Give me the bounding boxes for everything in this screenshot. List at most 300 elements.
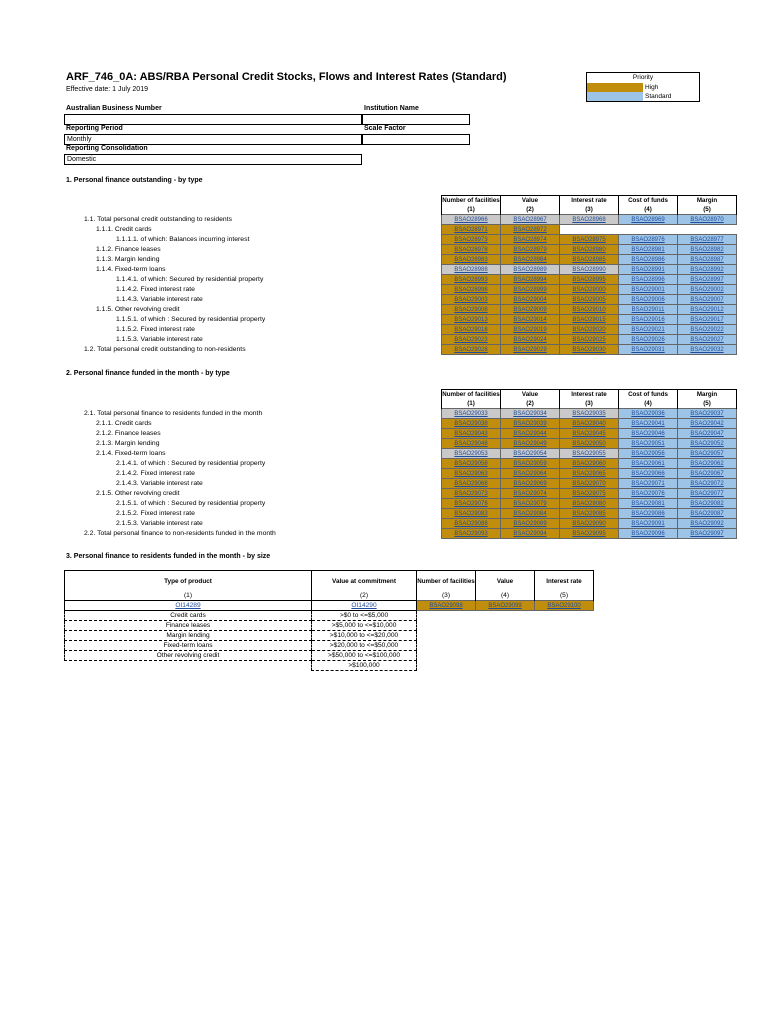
data-cell-link[interactable]: BSAO29058	[454, 460, 488, 467]
data-cell-link[interactable]: BSAO29062	[690, 460, 724, 467]
data-cell-link[interactable]: BSAO29009	[513, 306, 547, 313]
data-cell[interactable]	[501, 275, 560, 285]
data-cell-link[interactable]: BSAO28992	[690, 266, 724, 273]
data-cell[interactable]	[501, 305, 560, 315]
data-cell-link[interactable]: BSAO28966	[454, 216, 488, 223]
data-cell-link[interactable]: BSAO29002	[690, 286, 724, 293]
data-cell[interactable]	[560, 295, 619, 305]
data-cell[interactable]	[501, 499, 560, 509]
data-cell-link[interactable]: BSAO29063	[454, 470, 488, 477]
data-cell-link[interactable]: BSAO29060	[572, 460, 606, 467]
data-cell-link[interactable]: BSAO29081	[631, 500, 665, 507]
size-cell-nfac[interactable]	[417, 601, 476, 611]
data-cell[interactable]	[560, 305, 619, 315]
data-cell-link[interactable]: BSAO29079	[513, 500, 547, 507]
data-cell-link[interactable]: BSAO29072	[690, 480, 724, 487]
abn-field[interactable]	[64, 114, 362, 125]
data-cell[interactable]	[560, 529, 619, 539]
data-cell[interactable]	[442, 409, 501, 419]
data-cell[interactable]	[619, 469, 678, 479]
data-cell[interactable]	[678, 295, 737, 305]
data-cell-link[interactable]: BSAO29026	[631, 336, 665, 343]
data-cell-link[interactable]: BSAO29035	[572, 410, 606, 417]
data-cell[interactable]	[442, 325, 501, 335]
data-cell-link[interactable]: BSAO29005	[572, 296, 606, 303]
data-cell-link[interactable]: BSAO29040	[572, 420, 606, 427]
data-cell-link[interactable]: BSAO28989	[513, 266, 547, 273]
data-cell[interactable]	[619, 489, 678, 499]
data-cell-link[interactable]: BSAO29083	[454, 510, 488, 517]
data-cell[interactable]	[678, 449, 737, 459]
data-cell[interactable]	[678, 265, 737, 275]
section-2-col-header-1: Number of facilities	[442, 391, 500, 398]
data-cell[interactable]	[442, 295, 501, 305]
data-cell[interactable]	[501, 245, 560, 255]
data-cell-link[interactable]: BSAO28978	[454, 246, 488, 253]
data-cell-link[interactable]: BSAO29024	[513, 336, 547, 343]
data-cell-link[interactable]: BSAO29007	[690, 296, 724, 303]
data-cell[interactable]	[560, 429, 619, 439]
data-cell[interactable]	[560, 449, 619, 459]
data-cell-link[interactable]: BSAO29033	[454, 410, 488, 417]
size-cell-value-link[interactable]: BSAO29099	[488, 602, 522, 609]
data-cell[interactable]	[501, 439, 560, 449]
data-cell-link[interactable]: BSAO29025	[572, 336, 606, 343]
data-cell[interactable]	[619, 245, 678, 255]
data-cell[interactable]	[442, 479, 501, 489]
section-1-col-header-5: Margin	[678, 196, 737, 206]
data-cell-link[interactable]: BSAO28990	[572, 266, 606, 273]
data-cell-link[interactable]: BSAO28970	[690, 216, 724, 223]
data-cell-link[interactable]: BSAO28995	[572, 276, 606, 283]
data-cell[interactable]	[442, 509, 501, 519]
data-cell[interactable]	[678, 499, 737, 509]
data-cell[interactable]	[560, 315, 619, 325]
data-cell[interactable]	[560, 325, 619, 335]
data-cell[interactable]	[619, 459, 678, 469]
data-cell-link[interactable]: BSAO29001	[631, 286, 665, 293]
data-cell-link[interactable]: BSAO29090	[572, 520, 606, 527]
data-cell-link[interactable]: BSAO29073	[454, 490, 488, 497]
data-cell-link[interactable]: BSAO28968	[572, 216, 606, 223]
data-cell[interactable]	[442, 489, 501, 499]
data-cell[interactable]	[619, 419, 678, 429]
data-cell-link[interactable]: BSAO29013	[454, 316, 488, 323]
data-cell[interactable]	[501, 479, 560, 489]
scale-factor-field[interactable]	[362, 134, 470, 145]
col-num-2: (2)	[312, 591, 417, 601]
data-cell-link[interactable]: BSAO29012	[690, 306, 724, 313]
data-cell[interactable]	[560, 409, 619, 419]
data-cell-link[interactable]: BSAO29070	[572, 480, 606, 487]
data-cell[interactable]	[501, 489, 560, 499]
data-cell-link[interactable]: BSAO29010	[572, 306, 606, 313]
table-row	[66, 325, 737, 335]
data-cell-link[interactable]: BSAO29045	[572, 430, 606, 437]
data-cell-link[interactable]: BSAO29087	[690, 510, 724, 517]
data-cell-link[interactable]: BSAO29047	[690, 430, 724, 437]
data-cell[interactable]	[619, 265, 678, 275]
data-cell[interactable]	[442, 449, 501, 459]
data-cell-link[interactable]: BSAO28967	[513, 216, 547, 223]
data-cell-link[interactable]: BSAO29004	[513, 296, 547, 303]
data-cell[interactable]	[678, 235, 737, 245]
data-cell[interactable]	[619, 529, 678, 539]
scale-factor-label: Scale Factor	[364, 125, 406, 132]
data-cell-link[interactable]: BSAO28988	[454, 266, 488, 273]
col-num-5: (5)	[535, 591, 594, 601]
data-cell-link[interactable]: BSAO29096	[631, 530, 665, 537]
data-cell[interactable]	[501, 335, 560, 345]
data-cell[interactable]	[619, 335, 678, 345]
data-cell-link[interactable]: BSAO28984	[513, 256, 547, 263]
data-cell-link[interactable]: BSAO29017	[690, 316, 724, 323]
consolidation-label: Reporting Consolidation	[66, 145, 148, 152]
data-cell[interactable]	[678, 479, 737, 489]
data-cell[interactable]	[442, 315, 501, 325]
data-cell[interactable]	[619, 235, 678, 245]
data-cell[interactable]	[560, 489, 619, 499]
data-cell[interactable]	[442, 285, 501, 295]
section-1-col-number-5: (5)	[678, 205, 737, 215]
data-cell[interactable]	[501, 529, 560, 539]
data-cell[interactable]	[678, 305, 737, 315]
data-cell-link[interactable]: BSAO28999	[513, 286, 547, 293]
table-row	[66, 509, 737, 519]
product-type-option: Fixed-term loans	[65, 641, 312, 651]
data-cell-link[interactable]: BSAO29065	[572, 470, 606, 477]
data-cell-link[interactable]: BSAO28980	[572, 246, 606, 253]
data-cell-link[interactable]: BSAO29042	[690, 420, 724, 427]
data-cell-link[interactable]: BSAO29028	[454, 346, 488, 353]
data-cell[interactable]	[501, 409, 560, 419]
data-cell-link[interactable]: BSAO29022	[690, 326, 724, 333]
data-cell[interactable]	[678, 409, 737, 419]
standard-label: Standard	[645, 93, 672, 100]
data-cell[interactable]	[619, 325, 678, 335]
data-cell[interactable]	[560, 285, 619, 295]
data-cell[interactable]	[501, 429, 560, 439]
data-cell-link[interactable]: BSAO28974	[513, 236, 547, 243]
data-cell-link[interactable]: BSAO29092	[690, 520, 724, 527]
row-label: 2.1.5. Other revolving credit	[96, 490, 180, 497]
data-cell-link[interactable]: BSAO29094	[513, 530, 547, 537]
data-cell[interactable]	[560, 419, 619, 429]
data-cell[interactable]	[619, 429, 678, 439]
data-cell-link[interactable]: BSAO28997	[690, 276, 724, 283]
data-cell-link[interactable]: BSAO28971	[454, 226, 488, 233]
data-cell[interactable]	[619, 519, 678, 529]
data-cell-link[interactable]: BSAO29084	[513, 510, 547, 517]
data-cell[interactable]	[442, 265, 501, 275]
data-cell-link[interactable]: BSAO29078	[454, 500, 488, 507]
data-cell-link[interactable]: BSAO29034	[513, 410, 547, 417]
data-cell-link[interactable]: BSAO29032	[690, 346, 724, 353]
value-code-link[interactable]: OI14290	[351, 602, 377, 609]
size-cell-nfac-link[interactable]: BSAO29098	[429, 602, 463, 609]
consolidation-field[interactable]: Domestic	[64, 154, 362, 165]
data-cell-link[interactable]: BSAO29086	[631, 510, 665, 517]
data-cell-link[interactable]: BSAO29018	[454, 326, 488, 333]
data-cell-link[interactable]: BSAO29003	[454, 296, 488, 303]
data-cell[interactable]	[560, 255, 619, 265]
data-cell[interactable]	[501, 469, 560, 479]
data-cell[interactable]	[442, 235, 501, 245]
data-cell-link[interactable]: BSAO29015	[572, 316, 606, 323]
data-cell[interactable]	[619, 315, 678, 325]
data-cell[interactable]	[678, 335, 737, 345]
data-cell-link[interactable]: BSAO29061	[631, 460, 665, 467]
product-type-option: Finance leases	[65, 621, 312, 631]
data-cell-link[interactable]: BSAO28982	[690, 246, 724, 253]
data-cell[interactable]	[678, 439, 737, 449]
data-cell[interactable]	[442, 529, 501, 539]
data-cell[interactable]	[560, 265, 619, 275]
data-cell[interactable]	[560, 345, 619, 355]
data-cell-link[interactable]: BSAO29064	[513, 470, 547, 477]
data-cell[interactable]	[560, 335, 619, 345]
data-cell[interactable]	[442, 225, 501, 235]
data-cell[interactable]	[678, 325, 737, 335]
data-cell-link[interactable]: BSAO28996	[631, 276, 665, 283]
type-code-link[interactable]: OI14289	[175, 602, 201, 609]
data-cell[interactable]	[560, 479, 619, 489]
data-cell-link[interactable]: BSAO29051	[631, 440, 665, 447]
data-cell-link[interactable]: BSAO29019	[513, 326, 547, 333]
data-cell-link[interactable]: BSAO29039	[513, 420, 547, 427]
reporting-period-label: Reporting Period	[66, 125, 123, 132]
data-cell[interactable]	[619, 449, 678, 459]
data-cell-link[interactable]: BSAO29074	[513, 490, 547, 497]
data-cell-link[interactable]: BSAO29036	[631, 410, 665, 417]
size-cell-rate[interactable]	[535, 601, 594, 611]
row-label: 1.1.2. Finance leases	[96, 246, 161, 253]
data-cell[interactable]	[560, 469, 619, 479]
data-cell-link[interactable]: BSAO29055	[572, 450, 606, 457]
data-cell[interactable]	[619, 499, 678, 509]
data-cell[interactable]	[678, 285, 737, 295]
data-cell-link[interactable]: BSAO29068	[454, 480, 488, 487]
data-cell-link[interactable]: BSAO29020	[572, 326, 606, 333]
reporting-period-field[interactable]: Monthly	[64, 134, 362, 145]
data-cell-link[interactable]: BSAO29046	[631, 430, 665, 437]
data-cell-link[interactable]: BSAO28979	[513, 246, 547, 253]
data-cell[interactable]	[501, 295, 560, 305]
data-cell[interactable]	[678, 529, 737, 539]
data-cell[interactable]	[501, 419, 560, 429]
data-cell[interactable]	[678, 469, 737, 479]
table-row	[66, 305, 737, 315]
data-cell[interactable]	[619, 345, 678, 355]
data-cell-link[interactable]: BSAO28969	[631, 216, 665, 223]
data-cell-link[interactable]: BSAO29066	[631, 470, 665, 477]
data-cell-link[interactable]: BSAO29043	[454, 430, 488, 437]
row-label: 2.1.4.1. of which : Secured by residential property	[116, 460, 266, 467]
data-cell[interactable]	[678, 459, 737, 469]
data-cell-link[interactable]: BSAO29067	[690, 470, 724, 477]
data-cell-link[interactable]: BSAO29059	[513, 460, 547, 467]
data-cell-link[interactable]: BSAO29085	[572, 510, 606, 517]
data-cell-link[interactable]: BSAO29037	[690, 410, 724, 417]
data-cell-link[interactable]: BSAO29030	[572, 346, 606, 353]
data-cell[interactable]	[678, 315, 737, 325]
data-cell[interactable]	[442, 469, 501, 479]
data-cell-link[interactable]: BSAO29080	[572, 500, 606, 507]
data-cell-link[interactable]: BSAO29057	[690, 450, 724, 457]
data-cell[interactable]	[678, 429, 737, 439]
data-cell-link[interactable]: BSAO29000	[572, 286, 606, 293]
data-cell-link[interactable]: BSAO29075	[572, 490, 606, 497]
data-cell[interactable]	[619, 285, 678, 295]
data-cell[interactable]	[560, 235, 619, 245]
data-cell[interactable]	[501, 255, 560, 265]
data-cell-link[interactable]: BSAO28993	[454, 276, 488, 283]
data-cell[interactable]	[442, 345, 501, 355]
data-cell-link[interactable]: BSAO28994	[513, 276, 547, 283]
data-cell[interactable]	[678, 215, 737, 225]
data-cell[interactable]	[619, 215, 678, 225]
data-cell-link[interactable]: BSAO28998	[454, 286, 488, 293]
data-cell-link[interactable]: BSAO29041	[631, 420, 665, 427]
data-cell-link[interactable]: BSAO29050	[572, 440, 606, 447]
data-cell-link[interactable]: BSAO28972	[513, 226, 547, 233]
data-cell[interactable]	[442, 245, 501, 255]
data-cell-link[interactable]: BSAO29093	[454, 530, 488, 537]
data-cell[interactable]	[442, 305, 501, 315]
data-cell-link[interactable]: BSAO28977	[690, 236, 724, 243]
institution-field[interactable]	[362, 114, 470, 125]
data-cell[interactable]	[619, 509, 678, 519]
data-cell[interactable]	[619, 479, 678, 489]
data-cell[interactable]	[560, 459, 619, 469]
data-cell-link[interactable]: BSAO29031	[631, 346, 665, 353]
data-cell-link[interactable]: BSAO29089	[513, 520, 547, 527]
data-cell-link[interactable]: BSAO28986	[631, 256, 665, 263]
data-cell-link[interactable]: BSAO28991	[631, 266, 665, 273]
data-cell[interactable]	[678, 255, 737, 265]
data-cell[interactable]	[442, 459, 501, 469]
data-cell-link[interactable]: BSAO29097	[690, 530, 724, 537]
data-cell-link[interactable]: BSAO28976	[631, 236, 665, 243]
data-cell-link[interactable]: BSAO29069	[513, 480, 547, 487]
data-cell[interactable]	[560, 245, 619, 255]
size-cell-value[interactable]	[476, 601, 535, 611]
data-cell-link[interactable]: BSAO28987	[690, 256, 724, 263]
data-cell[interactable]	[442, 275, 501, 285]
page-title: ARF_746_0A: ABS/RBA Personal Credit Stocks, Flows and Interest Rates (Standard)	[66, 71, 507, 83]
data-cell[interactable]	[678, 519, 737, 529]
data-cell-link[interactable]: BSAO29071	[631, 480, 665, 487]
data-cell[interactable]	[678, 275, 737, 285]
data-cell-link[interactable]: BSAO29016	[631, 316, 665, 323]
data-cell[interactable]	[501, 325, 560, 335]
data-cell[interactable]	[560, 275, 619, 285]
data-cell-link[interactable]: BSAO29023	[454, 336, 488, 343]
type-code-cell[interactable]	[65, 601, 312, 611]
data-cell[interactable]	[678, 345, 737, 355]
data-cell-link[interactable]: BSAO28975	[572, 236, 606, 243]
data-cell[interactable]	[442, 429, 501, 439]
data-cell[interactable]	[619, 409, 678, 419]
data-cell-link[interactable]: BSAO29038	[454, 420, 488, 427]
data-cell[interactable]	[678, 245, 737, 255]
data-cell-link[interactable]: BSAO28985	[572, 256, 606, 263]
data-cell-link[interactable]: BSAO29014	[513, 316, 547, 323]
data-cell[interactable]	[501, 285, 560, 295]
data-cell[interactable]	[619, 255, 678, 265]
data-cell[interactable]	[442, 215, 501, 225]
data-cell-link[interactable]: BSAO29011	[631, 306, 665, 313]
data-cell-link[interactable]: BSAO29053	[454, 450, 488, 457]
value-range-option: >$100,000	[312, 661, 417, 671]
data-cell-link[interactable]: BSAO29044	[513, 430, 547, 437]
data-cell[interactable]	[560, 439, 619, 449]
data-cell[interactable]	[442, 335, 501, 345]
data-cell[interactable]	[560, 509, 619, 519]
data-cell-link[interactable]: BSAO29054	[513, 450, 547, 457]
data-cell-link[interactable]: BSAO29095	[572, 530, 606, 537]
data-cell[interactable]	[501, 235, 560, 245]
data-cell[interactable]	[678, 419, 737, 429]
data-cell[interactable]	[501, 345, 560, 355]
data-cell[interactable]	[560, 215, 619, 225]
data-cell[interactable]	[501, 265, 560, 275]
data-cell[interactable]	[501, 215, 560, 225]
data-cell-link[interactable]: BSAO29049	[513, 440, 547, 447]
data-cell-link[interactable]: BSAO29052	[690, 440, 724, 447]
data-cell[interactable]	[501, 459, 560, 469]
data-cell-link[interactable]: BSAO28981	[631, 246, 665, 253]
data-cell[interactable]	[442, 255, 501, 265]
data-cell-link[interactable]: BSAO29048	[454, 440, 488, 447]
data-cell-link[interactable]: BSAO29077	[690, 490, 724, 497]
data-cell[interactable]	[442, 439, 501, 449]
table-row	[66, 255, 737, 265]
size-cell-rate-link[interactable]: BSAO29100	[547, 602, 581, 609]
value-code-cell[interactable]	[312, 601, 417, 611]
data-cell[interactable]	[619, 295, 678, 305]
data-cell-link[interactable]: BSAO29027	[690, 336, 724, 343]
data-cell[interactable]	[560, 499, 619, 509]
data-cell-link[interactable]: BSAO29008	[454, 306, 488, 313]
data-cell[interactable]	[619, 305, 678, 315]
data-cell[interactable]	[678, 489, 737, 499]
data-cell[interactable]	[619, 275, 678, 285]
data-cell-link[interactable]: BSAO29021	[631, 326, 665, 333]
data-cell[interactable]	[501, 225, 560, 235]
data-cell-link[interactable]: BSAO29056	[631, 450, 665, 457]
data-cell-link[interactable]: BSAO29082	[690, 500, 724, 507]
data-cell[interactable]	[501, 449, 560, 459]
data-cell-link[interactable]: BSAO28973	[454, 236, 488, 243]
data-cell[interactable]	[619, 439, 678, 449]
data-cell[interactable]	[442, 499, 501, 509]
data-cell[interactable]	[501, 509, 560, 519]
data-cell[interactable]	[678, 509, 737, 519]
data-cell-link[interactable]: BSAO28983	[454, 256, 488, 263]
data-cell[interactable]	[501, 519, 560, 529]
data-cell[interactable]	[442, 419, 501, 429]
list-item	[65, 651, 594, 661]
data-cell-link[interactable]: BSAO29088	[454, 520, 488, 527]
data-cell[interactable]	[442, 519, 501, 529]
data-cell-link[interactable]: BSAO29029	[513, 346, 547, 353]
data-cell-link[interactable]: BSAO29076	[631, 490, 665, 497]
data-cell-link[interactable]: BSAO29006	[631, 296, 665, 303]
data-cell-link[interactable]: BSAO29091	[631, 520, 665, 527]
data-cell[interactable]	[560, 519, 619, 529]
data-cell[interactable]	[501, 315, 560, 325]
